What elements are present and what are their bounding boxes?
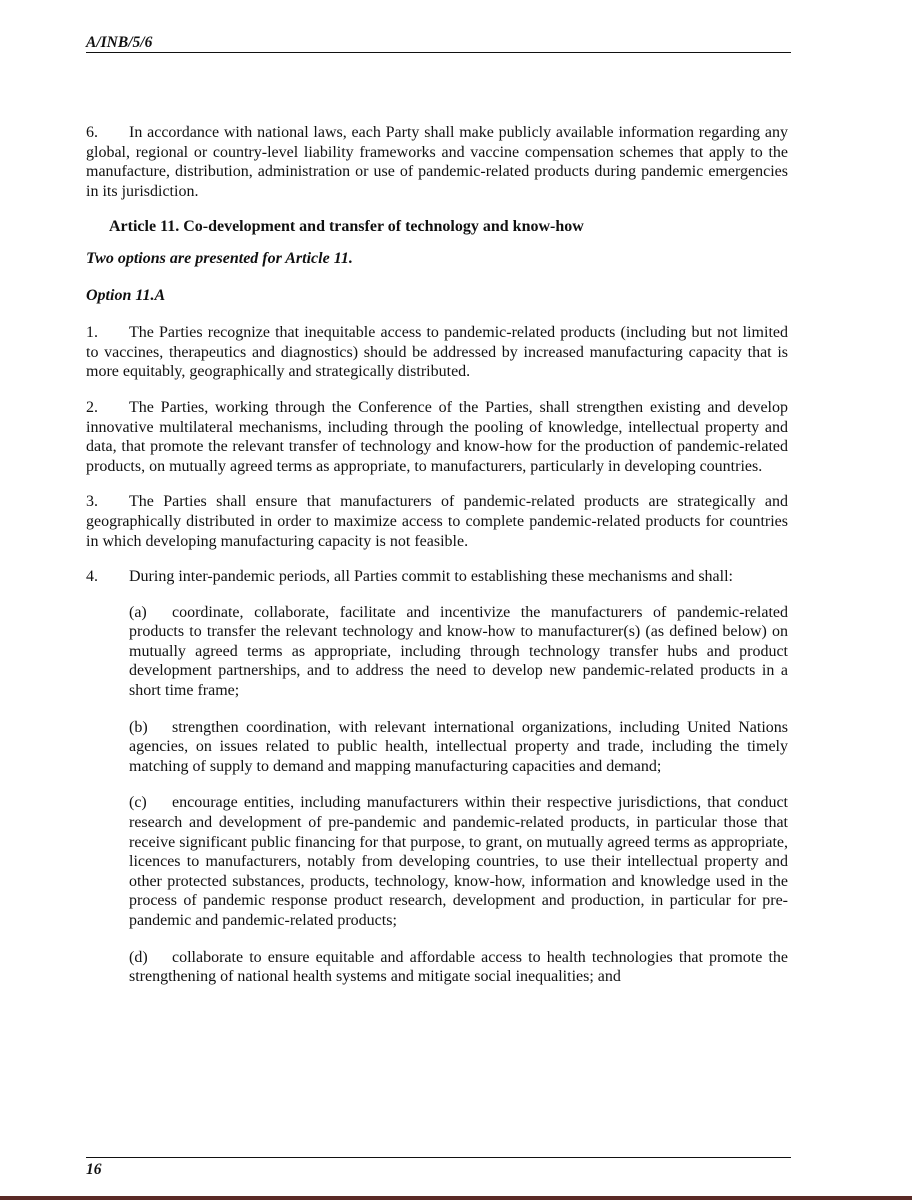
header-divider (86, 52, 791, 53)
article-heading: Article 11. Co-development and transfer of technology and know-how (109, 218, 584, 236)
subparagraph-a (129, 603, 788, 701)
subparagraph-label: (a) (129, 603, 147, 621)
paragraph-number: 2. (86, 398, 98, 416)
paragraph-1 (86, 323, 788, 382)
paragraph-number: 3. (86, 493, 98, 511)
paragraph-text: The Parties, working through the Conference of the Parties, shall strengthen existing and develop innovative multilateral mechanisms, including through the pooling of knowledge, intellectual property and data, that promote the relevant transfer of technology and know-how for the production of pandemic-related products, on mutually agreed terms as appropriate, to manufacturers, particularly in developing countries. (86, 398, 788, 475)
paragraph-4 (86, 567, 788, 587)
document-reference: A/INB/5/6 (86, 34, 153, 51)
subparagraph-label: (d) (129, 948, 148, 966)
subparagraph-text: strengthen coordination, with relevant international organizations, including United Nations agencies, on issues related to public health, intellectual property and trade, including the timely matching of supply to demand and mapping manufacturing capacities and demand; (129, 718, 788, 775)
subparagraph-text: coordinate, collaborate, facilitate and incentivize the manufacturers of pandemic-related products to transfer the relevant technology and know-how to manufacturer(s) (as defined below) on mutually agreed terms as appropriate, including through technology transfer hubs and product development partnerships, and to address the need to develop new pandemic-related products in a short time frame; (129, 603, 788, 700)
paragraph-number: 4. (86, 568, 98, 586)
paragraph-number: 1. (86, 324, 98, 342)
article-options-note: Two options are presented for Article 11. (86, 249, 353, 267)
paragraph-3 (86, 492, 788, 551)
paragraph-2 (86, 398, 788, 476)
paragraph-6 (86, 123, 788, 201)
subparagraph-text: encourage entities, including manufacturers within their respective jurisdictions, that conduct research and development of pre-pandemic and pandemic-related products, in particular those that receive significant public financing for that purpose, to grant, on mutually agreed terms as appropriate, licences to manufacturers, notably from developing countries, to use their intellectual property and other protected substances, products, technology, know-how, information and knowledge used in the process of pandemic response product research, development and production, in particular for pre-pandemic and pandemic-related products; (129, 794, 788, 929)
footer-divider (86, 1157, 791, 1158)
viewer-bottom-edge (0, 1196, 912, 1200)
subparagraph-label: (c) (129, 794, 147, 812)
paragraph-text: The Parties shall ensure that manufacturers of pandemic-related products are strategically and geographically distributed in order to maximize access to complete pandemic-related products for countries in which developing manufacturing capacity is not feasible. (86, 493, 788, 550)
subparagraph-b (129, 718, 788, 777)
paragraph-number: 6. (86, 124, 98, 141)
paragraph-text: In accordance with national laws, each Party shall make publicly available information regarding any global, regional or country-level liability frameworks and vaccine compensation schemes that apply to the manufacture, distribution, administration or use of pandemic-related products during pandemic emergencies in its jurisdiction. (86, 124, 788, 200)
document-body (86, 123, 788, 1004)
page-number: 16 (86, 1161, 102, 1178)
paragraph-text: The Parties recognize that inequitable access to pandemic-related products (including but not limited to vaccines, therapeutics and diagnostics) should be addressed by increased manufacturing capacity that is more equitably, geographically and strategically distributed. (86, 324, 788, 381)
option-label: Option 11.A (86, 286, 166, 304)
subparagraph-c (129, 793, 788, 930)
subparagraph-label: (b) (129, 718, 148, 736)
paragraph-text: During inter-pandemic periods, all Parties commit to establishing these mechanisms and shall: (129, 568, 733, 586)
subparagraph-d (129, 948, 788, 987)
subparagraph-text: collaborate to ensure equitable and affordable access to health technologies that promote the strengthening of national health systems and mitigate social inequalities; and (129, 948, 788, 986)
